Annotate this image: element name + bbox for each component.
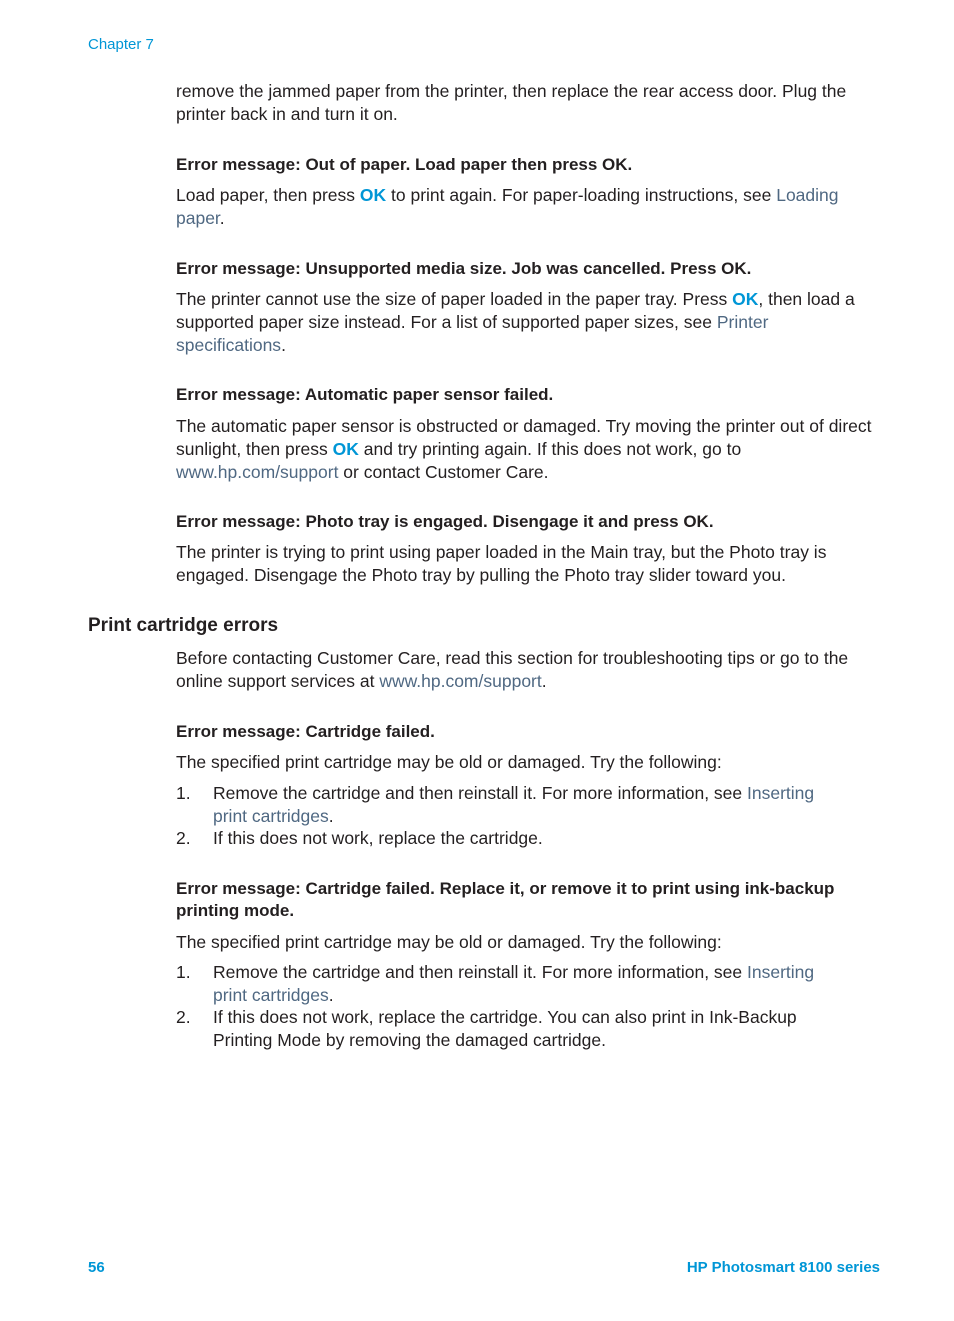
- list-number: 1.: [176, 962, 191, 982]
- loading-paper-link[interactable]: Loading paper: [176, 185, 839, 228]
- out-of-paper-text: Load paper, then press OK to print again. For paper-loading instructions, see Loading paper.: [176, 185, 839, 228]
- photo-tray-text: The printer is trying to print using paper loaded in the Main tray, but the Photo tray is engaged. Disengage the Photo tray by pulling the Photo tray slider toward you.: [176, 542, 827, 585]
- list-number: 2.: [176, 1007, 191, 1027]
- unsupported-media-text: The printer cannot use the size of paper loaded in the paper tray. Press OK, then load a supported paper size instead. For a list of supported paper sizes, see Printer specifications.: [176, 289, 855, 355]
- paper-sensor-text: The automatic paper sensor is obstructed or damaged. Try moving the printer out of direct sunlight, then press OK and try printing again. If this does not work, go to www.hp.com/support or contact Customer Care.: [176, 416, 872, 482]
- ok-button-ref: OK: [359, 185, 387, 205]
- hp-support-link[interactable]: www.hp.com/support: [379, 671, 542, 691]
- cartridge-failed-intro: The specified print cartridge may be old or damaged. Try the following:: [176, 752, 722, 772]
- intro-paragraph: remove the jammed paper from the printer, then replace the rear access door. Plug the printer back in and turn it on.: [176, 81, 847, 124]
- hp-support-link[interactable]: www.hp.com/support: [176, 462, 339, 482]
- out-of-paper-heading: Error message: Out of paper. Load paper then press OK.: [176, 155, 633, 174]
- unsupported-media-heading: Error message: Unsupported media size. Job was cancelled. Press OK.: [176, 259, 752, 278]
- cartridge-failed-heading: Error message: Cartridge failed.: [176, 722, 435, 741]
- chapter-label: Chapter 7: [88, 36, 154, 53]
- cartridge-failed-replace-intro: The specified print cartridge may be old or damaged. Try the following:: [176, 932, 722, 952]
- list-number: 1.: [176, 783, 191, 803]
- inserting-cartridges-link[interactable]: Inserting print cartridges: [213, 783, 815, 826]
- inserting-cartridges-link[interactable]: Inserting print cartridges: [213, 962, 815, 1005]
- cartridge-failed-replace-heading: Error message: Cartridge failed. Replace it, or remove it to print using ink-backup printing mode.: [176, 879, 835, 920]
- ok-button-ref: OK: [732, 289, 759, 309]
- printer-specifications-link[interactable]: Printer specifications: [176, 312, 769, 355]
- product-name: HP Photosmart 8100 series: [686, 1259, 880, 1276]
- list-number: 2.: [176, 828, 191, 848]
- paper-sensor-heading: Error message: Automatic paper sensor failed.: [176, 385, 554, 404]
- photo-tray-heading: Error message: Photo tray is engaged. Disengage it and press OK.: [176, 512, 714, 531]
- print-cartridge-errors-heading: Print cartridge errors: [88, 615, 279, 636]
- page-number: 56: [88, 1259, 105, 1276]
- cartridge-intro-text: Before contacting Customer Care, read this section for troubleshooting tips or go to the online support services at www.hp.com/support.: [176, 648, 849, 691]
- ok-button-ref: OK: [332, 439, 359, 459]
